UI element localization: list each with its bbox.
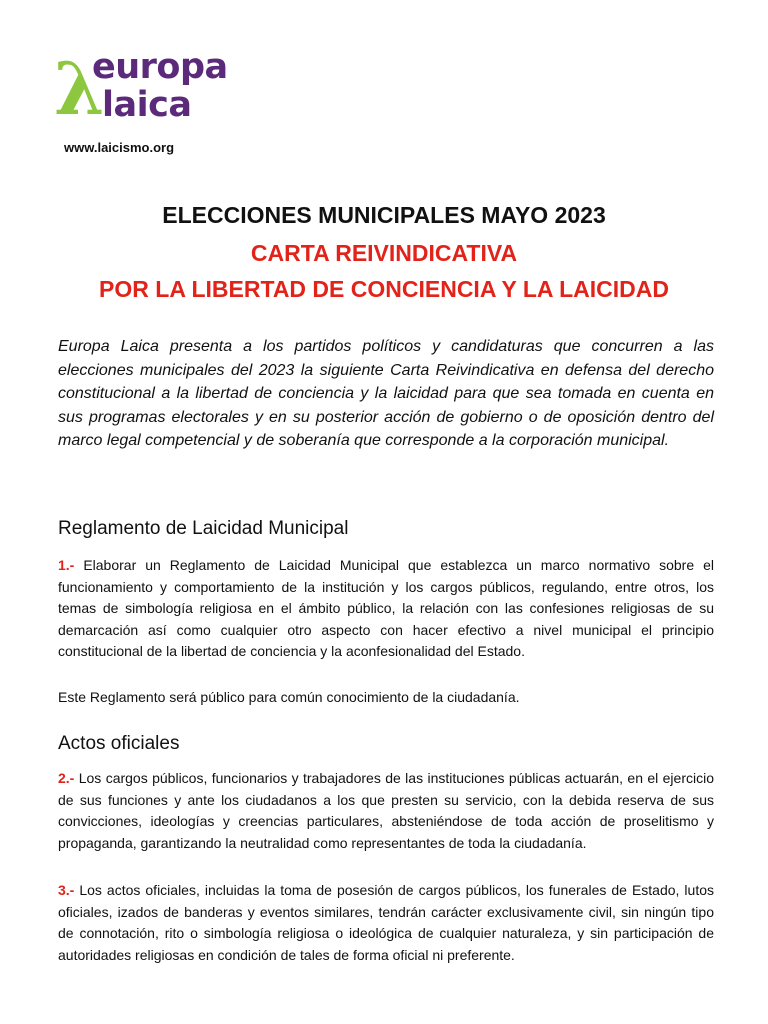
item-2-number: 2.-	[58, 770, 75, 786]
website-link[interactable]: www.laicismo.org	[64, 140, 175, 155]
europa-laica-logo	[54, 44, 228, 131]
logo-word-laica: laica	[102, 85, 192, 125]
section-heading-reglamento: Reglamento de Laicidad Municipal	[58, 518, 349, 539]
lambda-logo-mark: λ	[54, 46, 105, 131]
item-1-text: Elaborar un Reglamento de Laicidad Municipal que establezca un marco normativo sobre el funcionamiento y comportamiento de la institución y los cargos públicos, regulando, entre otros, los temas de simbología religiosa en el ámbito público, la relación con las confesiones religiosas de su demarcación así como cualquier otro aspecto con hacer efectivo a nivel municipal el principio constitucional de la libertad de conciencia y la aconfesionalidad del Estado.	[58, 557, 714, 659]
item-2-text: Los cargos públicos, funcionarios y trabajadores de las instituciones públicas actuarán, en el ejercicio de sus funciones y ante los ciudadanos a los que presten su servicio, con la debida reserva de sus convicciones, ideologías y creencias particulares, absteniéndose de toda acción de proselitismo y propaganda, garantizando la neutralidad como representantes de toda la ciudadanía.	[58, 770, 714, 851]
logo-word-europa: europa	[92, 47, 228, 87]
item-1-paragraph	[58, 555, 714, 663]
item-3-paragraph	[58, 880, 714, 966]
item-3-number: 3.-	[58, 882, 75, 898]
title-line-1: ELECCIONES MUNICIPALES MAYO 2023	[162, 202, 606, 228]
item-3-text: Los actos oficiales, incluidas la toma de posesión de cargos públicos, los funerales de Estado, lutos oficiales, izados de banderas y eventos similares, tendrán carácter exclusivamente civil, sin ningún tipo de connotación, rito o simbología religiosa o ideológica de cualquier naturaleza, y sin participación de autoridades religiosas en condición de tales de forma oficial ni preferente.	[58, 882, 714, 963]
document-title-block	[0, 198, 768, 306]
title-line-3: POR LA LIBERTAD DE CONCIENCIA Y LA LAICIDAD	[99, 276, 669, 302]
intro-paragraph: Europa Laica presenta a los partidos políticos y candidaturas que concurren a las elecciones municipales del 2023 la siguiente Carta Reivindicativa en defensa del derecho constitucional a la libertad de conciencia y la laicidad para que sea tomada en cuenta en sus programas electorales y en su posterior acción de gobierno o de oposición dentro del marco legal competencial y de soberanía que corresponde a la corporación municipal.	[58, 338, 714, 449]
reglamento-note: Este Reglamento será público para común conocimiento de la ciudadanía.	[58, 689, 520, 705]
item-2-paragraph	[58, 768, 714, 854]
title-line-2: CARTA REIVINDICATIVA	[250, 240, 518, 266]
section-heading-actos: Actos oficiales	[58, 733, 180, 754]
item-1-number: 1.-	[58, 557, 75, 573]
